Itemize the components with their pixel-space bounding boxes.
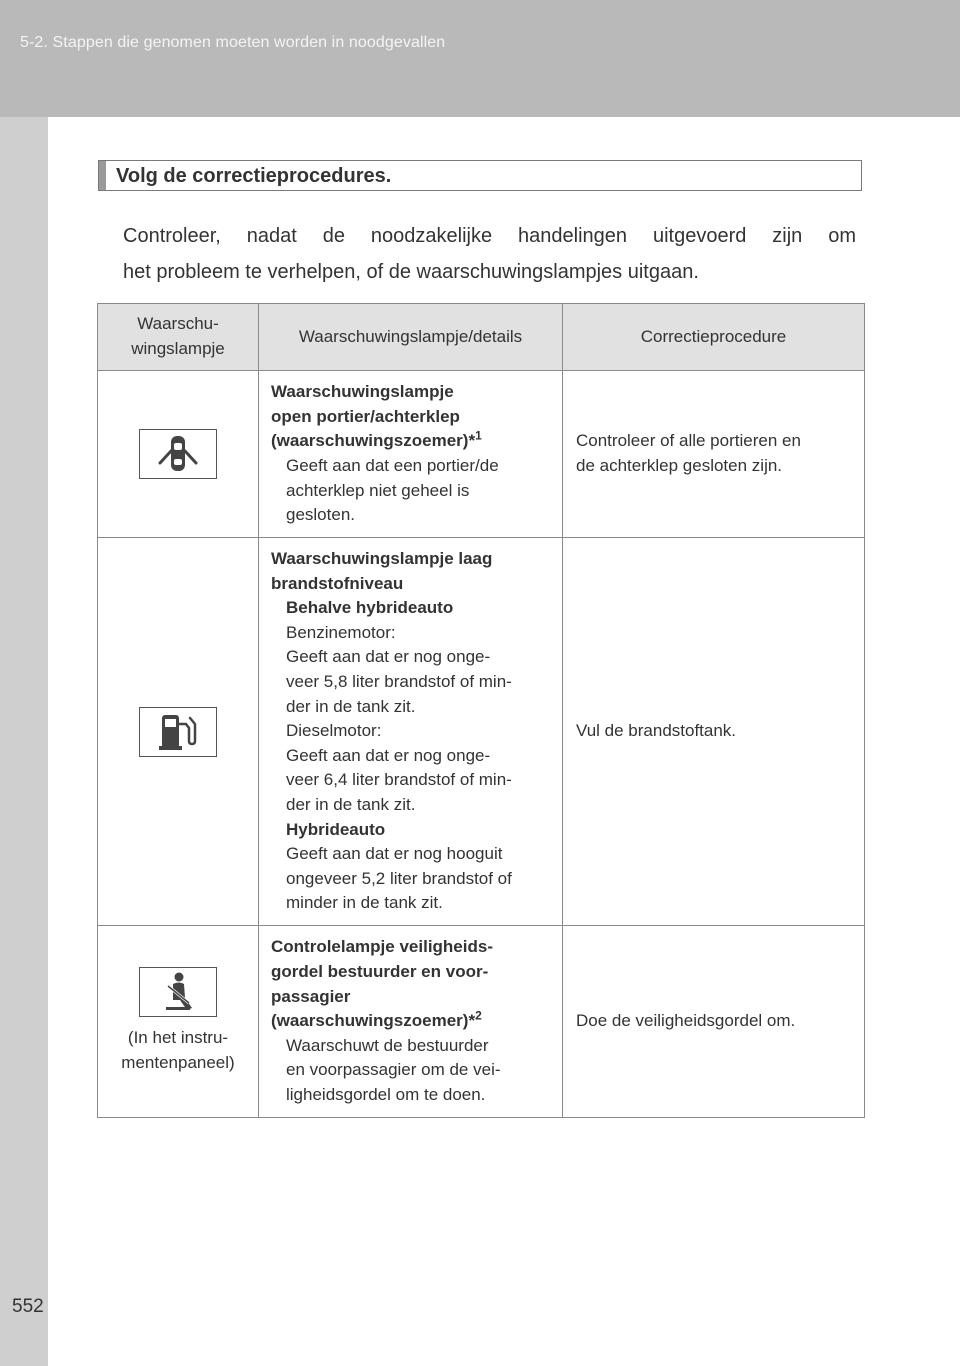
lamp-detail-line: gesloten.: [286, 505, 355, 525]
header-warning-lamp: [98, 304, 259, 371]
procedure-line: Doe de veiligheidsgordel om.: [576, 1011, 796, 1031]
section-title: Volg de correctieprocedures.: [116, 165, 392, 187]
detail-cell: [259, 538, 563, 926]
lamp-title-line: Controlelampje veiligheids-: [271, 937, 493, 957]
lamp-detail-line: en voorpassagier om de vei-: [286, 1060, 501, 1080]
lamp-detail-line: Geeft aan dat er nog onge-: [286, 647, 491, 667]
lamp-title-text: (waarschuwingszoemer)*: [271, 1011, 476, 1031]
lamp-detail-line: veer 6,4 liter brandstof of min-: [286, 770, 512, 790]
procedure-line: Controleer of alle portieren en: [576, 431, 801, 451]
lamp-detail-line: ligheidsgordel om te doen.: [286, 1084, 486, 1104]
lamp-detail-line: minder in de tank zit.: [286, 893, 443, 913]
lamp-detail-line: Waarschuwt de bestuurder: [286, 1035, 489, 1055]
fuel-pump-icon: [139, 707, 217, 757]
subheading: Behalve hybrideauto: [286, 598, 454, 618]
table-header-row: [98, 304, 865, 371]
footnote-marker: 1: [475, 428, 482, 443]
lamp-detail-line: ongeveer 5,2 liter brandstof of: [286, 868, 512, 888]
lamp-detail-line: Benzinemotor:: [286, 622, 396, 642]
lamp-detail-line: achterklep niet geheel is: [286, 480, 470, 500]
header-band: [0, 0, 960, 117]
left-margin-strip: [0, 117, 48, 1366]
procedure-line: Vul de brandstoftank.: [576, 721, 737, 741]
lamp-detail-line: Geeft aan dat er nog hooguit: [286, 844, 503, 864]
table-row: [98, 926, 865, 1118]
intro-line-1: Controleer, nadat de noodzakelijke handelingen uitgevoerd zijn om: [123, 225, 856, 247]
lamp-detail-line: der in de tank zit.: [286, 794, 416, 814]
lamp-detail-line: Geeft aan dat een portier/de: [286, 456, 499, 475]
header-details: Waarschuwingslampje/details: [259, 304, 563, 371]
procedure-cell: [563, 926, 865, 1118]
header-procedure: Correctieprocedure: [563, 304, 865, 371]
door-open-icon: [139, 429, 217, 479]
lamp-detail-line: der in de tank zit.: [286, 696, 416, 716]
procedure-line: de achterklep gesloten zijn.: [576, 456, 783, 475]
lamp-detail-line: veer 5,8 liter brandstof of min-: [286, 672, 512, 692]
intro-paragraph: [123, 218, 856, 290]
subheading: Hybrideauto: [286, 819, 386, 839]
icon-cell: [98, 926, 259, 1118]
warning-lamps-table: [97, 303, 865, 1118]
page-number: 552: [12, 1296, 44, 1317]
icon-cell: [98, 371, 259, 538]
procedure-cell: [563, 371, 865, 538]
section-heading-bar: [99, 161, 106, 190]
procedure-cell: [563, 538, 865, 926]
lamp-detail-line: Dieselmotor:: [286, 721, 382, 741]
lamp-title-line: [271, 429, 558, 454]
breadcrumb: 5-2. Stappen die genomen moeten worden in noodgevallen: [20, 34, 446, 51]
lamp-title-line: Waarschuwingslampje: [271, 382, 454, 402]
seatbelt-icon-graphic: [140, 968, 216, 1016]
seatbelt-icon: [139, 967, 217, 1017]
lamp-title-line: [271, 1009, 558, 1034]
fuel-pump-icon-graphic: [140, 708, 216, 756]
section-heading: [98, 160, 862, 191]
lamp-title-line: Waarschuwingslampje laag: [271, 549, 493, 569]
icon-caption-line: mentenpaneel): [121, 1053, 235, 1072]
icon-caption-line: (In het instru-: [127, 1028, 229, 1048]
lamp-title-text: (waarschuwingszoemer)*: [271, 431, 476, 451]
detail-cell: [259, 371, 563, 538]
header-warning-lamp-line-2: wingslampje: [131, 339, 225, 358]
table-row: [98, 538, 865, 926]
footnote-marker: 2: [475, 1008, 482, 1023]
lamp-title-line: open portier/achterklep: [271, 406, 460, 426]
detail-cell: [259, 926, 563, 1118]
lamp-detail-line: Geeft aan dat er nog onge-: [286, 745, 491, 765]
table-row: [98, 371, 865, 538]
icon-cell: [98, 538, 259, 926]
intro-line-2: het probleem te verhelpen, of de waarschuwingslampjes uitgaan.: [123, 261, 699, 283]
door-open-icon-graphic: [140, 430, 216, 478]
header-warning-lamp-line-1: Waarschu-: [137, 314, 219, 334]
lamp-title-line: brandstofniveau: [271, 573, 404, 593]
icon-caption: [98, 1026, 258, 1075]
lamp-title-line: passagier: [271, 986, 351, 1006]
lamp-title-line: gordel bestuurder en voor-: [271, 962, 489, 982]
